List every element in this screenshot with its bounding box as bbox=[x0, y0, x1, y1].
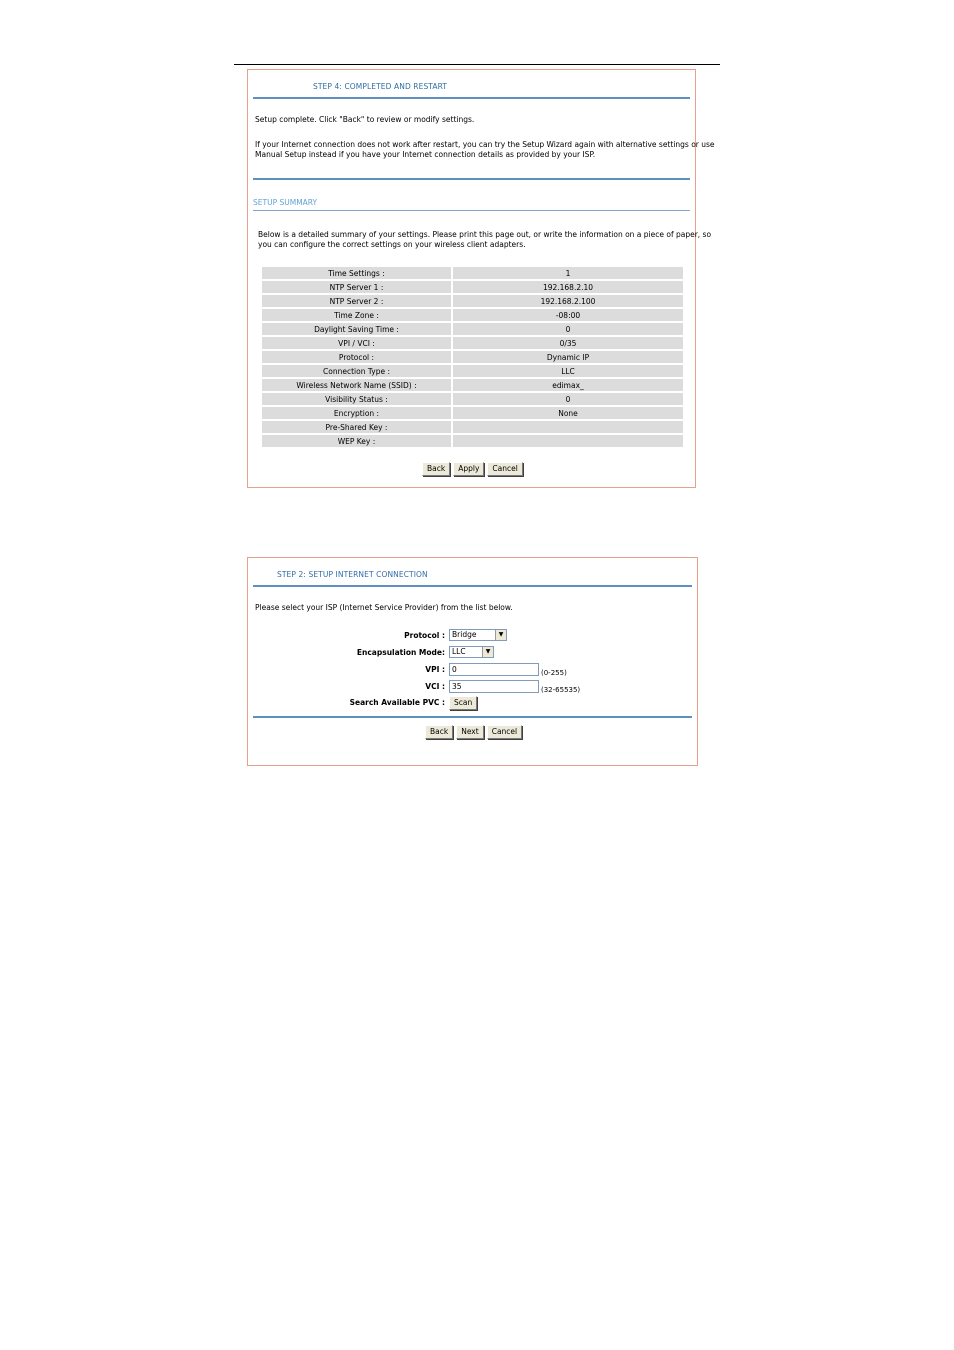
step2-title-rule bbox=[253, 585, 692, 587]
row-label: Daylight Saving Time : bbox=[262, 323, 451, 335]
step2-title: STEP 2: SETUP INTERNET CONNECTION bbox=[277, 570, 428, 579]
table-row bbox=[262, 421, 683, 433]
chevron-down-icon: ▼ bbox=[482, 647, 493, 657]
row-value: 192.168.2.100 bbox=[453, 295, 683, 307]
table-row bbox=[262, 365, 683, 377]
table-row bbox=[262, 337, 683, 349]
step4-paragraph-line1: If your Internet connection does not work after restart, you can try the Setup Wizard again with alternative settings or use bbox=[255, 140, 715, 149]
row-label: Wireless Network Name (SSID) : bbox=[262, 379, 451, 391]
row-label: Visibility Status : bbox=[262, 393, 451, 405]
back-button[interactable]: Back bbox=[422, 462, 450, 476]
summary-desc-line2: you can configure the correct settings on your wireless client adapters. bbox=[258, 240, 526, 249]
step4-paragraph-line2: Manual Setup instead if you have your Internet connection details as provided by your ISP. bbox=[255, 150, 596, 159]
step2-intro: Please select your ISP (Internet Service Provider) from the list below. bbox=[255, 603, 513, 612]
setup-summary-table bbox=[260, 265, 685, 449]
step4-section-rule bbox=[253, 178, 690, 180]
row-value bbox=[453, 421, 683, 433]
setup-summary-heading: SETUP SUMMARY bbox=[253, 198, 318, 207]
search-pvc-label: Search Available PVC : bbox=[349, 698, 445, 707]
row-value: None bbox=[453, 407, 683, 419]
table-row bbox=[262, 295, 683, 307]
row-value: 0 bbox=[453, 393, 683, 405]
protocol-selected-value: Bridge bbox=[452, 630, 477, 639]
step4-title: STEP 4: COMPLETED AND RESTART bbox=[313, 82, 448, 91]
chevron-down-icon: ▼ bbox=[495, 630, 506, 640]
setup-summary-rule bbox=[253, 210, 690, 211]
step4-button-row bbox=[422, 462, 523, 476]
table-row bbox=[262, 309, 683, 321]
vci-input[interactable]: 35 bbox=[449, 680, 539, 693]
table-row bbox=[262, 267, 683, 279]
apply-button[interactable]: Apply bbox=[453, 462, 484, 476]
row-label: Time Zone : bbox=[262, 309, 451, 321]
row-label: Pre-Shared Key : bbox=[262, 421, 451, 433]
back-button[interactable]: Back bbox=[425, 725, 453, 739]
step2-panel bbox=[247, 557, 698, 766]
row-value bbox=[453, 435, 683, 447]
table-row bbox=[262, 393, 683, 405]
step4-panel bbox=[247, 69, 715, 488]
row-label: Encryption : bbox=[262, 407, 451, 419]
encapsulation-selected-value: LLC bbox=[452, 647, 466, 656]
page-header-rule bbox=[234, 64, 720, 65]
vpi-range-hint: (0-255) bbox=[541, 669, 567, 677]
table-row bbox=[262, 281, 683, 293]
table-row bbox=[262, 435, 683, 447]
table-row bbox=[262, 323, 683, 335]
vci-range-hint: (32-65535) bbox=[541, 686, 581, 694]
row-label: VPI / VCI : bbox=[262, 337, 451, 349]
vpi-label: VPI : bbox=[425, 665, 445, 674]
row-label: WEP Key : bbox=[262, 435, 451, 447]
next-button[interactable]: Next bbox=[456, 725, 483, 739]
scan-button[interactable]: Scan bbox=[449, 696, 477, 710]
row-value: 1 bbox=[453, 267, 683, 279]
step4-title-rule bbox=[253, 97, 690, 99]
row-value: Dynamic IP bbox=[453, 351, 683, 363]
protocol-label: Protocol : bbox=[404, 631, 445, 640]
protocol-select[interactable] bbox=[449, 629, 507, 641]
row-value: LLC bbox=[453, 365, 683, 377]
row-label: Protocol : bbox=[262, 351, 451, 363]
row-value: edimax_ bbox=[453, 379, 683, 391]
step2-button-row bbox=[425, 725, 522, 739]
cancel-button[interactable]: Cancel bbox=[487, 725, 522, 739]
table-row bbox=[262, 407, 683, 419]
row-label: NTP Server 1 : bbox=[262, 281, 451, 293]
row-value: 0 bbox=[453, 323, 683, 335]
row-label: Connection Type : bbox=[262, 365, 451, 377]
row-label: NTP Server 2 : bbox=[262, 295, 451, 307]
table-row bbox=[262, 351, 683, 363]
step2-bottom-rule bbox=[253, 716, 692, 718]
cancel-button[interactable]: Cancel bbox=[487, 462, 522, 476]
row-label: Time Settings : bbox=[262, 267, 451, 279]
row-value: 0/35 bbox=[453, 337, 683, 349]
encapsulation-mode-select[interactable] bbox=[449, 646, 494, 658]
step4-intro: Setup complete. Click "Back" to review or modify settings. bbox=[255, 115, 475, 124]
vpi-input[interactable]: 0 bbox=[449, 663, 539, 676]
encapsulation-mode-label: Encapsulation Mode: bbox=[356, 648, 445, 657]
row-value: 192.168.2.10 bbox=[453, 281, 683, 293]
summary-desc-line1: Below is a detailed summary of your settings. Please print this page out, or write the information on a piece of paper, so bbox=[258, 230, 712, 239]
row-value: -08:00 bbox=[453, 309, 683, 321]
vci-label: VCI : bbox=[425, 682, 445, 691]
table-row bbox=[262, 379, 683, 391]
